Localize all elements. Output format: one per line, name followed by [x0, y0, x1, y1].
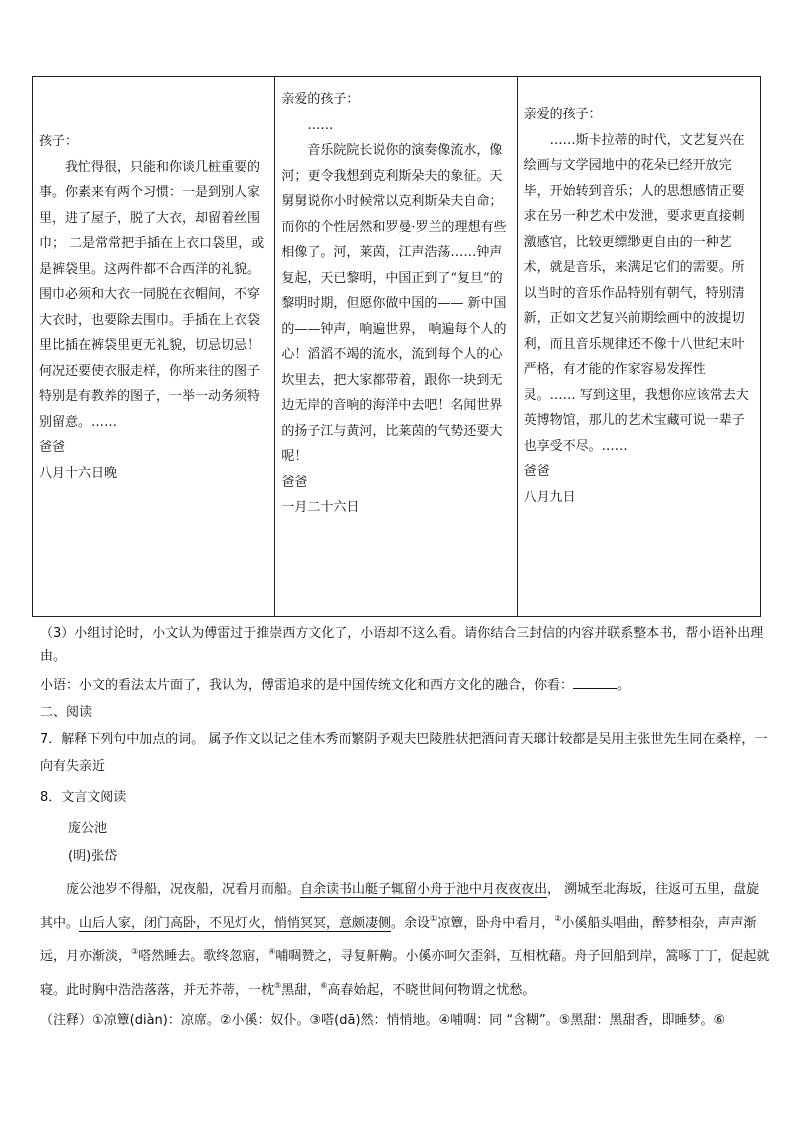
note-marker: ④ — [268, 947, 276, 956]
letter-2 — [275, 77, 517, 616]
letter-3 — [518, 77, 760, 616]
letter-2-salutation: 亲爱的孩子： — [281, 92, 360, 107]
letter-1-signature: 爸爸 — [39, 440, 66, 455]
answer-prefix: 小语：小文的看法太片面了，我认为，傅雷追求的是中国传统文化和西方文化的融合，你看： — [40, 678, 574, 693]
note-marker: ③ — [131, 947, 139, 956]
passage-segment: 嗒然睡去。歌终忽寤， — [138, 949, 269, 964]
answer-blank[interactable] — [573, 676, 617, 689]
letter-3-signature: 爸爸 — [523, 464, 550, 479]
letters-table — [32, 76, 761, 617]
passage-segment: 高春始起，不晓世间何物谓之忧愁。 — [327, 982, 536, 998]
letter-1-salutation: 孩子： — [39, 134, 79, 149]
letter-2-body: 音乐院院长说你的演奏像流水，像河；更令我想到克利斯朵夫的象征。天舅舅说你小时候常以克利斯朵夫自命；而你的个性居然和罗曼·罗兰的理想有些相像了。河，莱茵，江声浩荡……钟声复起，天已黎明，中国正到了“复旦”的黎明时期，但愿你做中国的—— 新中国的——钟声，响遍世界， 响遍每个人的心！滔滔不竭的流水，流到每个人的心坎里去，把大家都带着，跟你一块到无边无岸的音响的海洋中去吧！名闻世界的扬子江与黄河，比莱茵的气势还要大呢！ — [281, 143, 507, 464]
passage-segment: ， 溯城至北海坂，往返可五里，盘旋其中。 — [40, 882, 760, 931]
letter-2-signature: 爸爸 — [281, 474, 308, 490]
letter-1-body: 我忙得很，只能和你谈几桩重要的事。你素来有两个习惯：一是到别人家里，进了屋子，脱了大衣，却留着丝围巾； 二是常常把手插在上衣口袋里，或是裤袋里。这两件都不合西洋的礼貌。围巾必须和大衣一同脱在衣帽间，不穿大衣时，也要除去围巾。手插在上衣袋里比插在裤袋里更无礼貌，切忌切忌！何况还要使衣服走样，你所来往的图子特别是有教养的图子，一举一动务须特别留意。…… — [39, 159, 265, 430]
passage-segment: 黑甜， — [281, 982, 321, 998]
letter-2-date: 一月二十六日 — [281, 500, 360, 515]
section-title: 二、阅读 — [40, 705, 93, 720]
passage-segment: 哺啁赞之，寻复鼾齁。小傒亦呵欠歪斜，互相枕藉。舟子回船到岸，篙啄丁丁，促起就寝。此时胸中浩浩落落，并无芥蒂，一枕 — [40, 949, 770, 998]
note-marker: ① — [430, 913, 438, 923]
passage-segment: 。余设 — [391, 915, 431, 931]
letter-3-body: ……斯卡拉蒂的时代，文艺复兴在绘画与文学园地中的花朵已经开放完毕，开始转到音乐；人的思想感情正要求在另一种艺术中发泄，要求更直接刺激感官，比较更缥缈更自由的一种艺术，就是音乐，来满足它们的需要。所以当时的音乐作品特别有朝气，特别清新，正如文艺复兴前期绘画中的波提切利，而且音乐规律还不像十八世纪末叶严格，有才能的作家容易发挥性灵。…… 写到这里，我想你应该常去大英博物馆，那儿的艺术宝藏可说一辈子也享受不尽。…… — [523, 132, 749, 454]
passage-segment: 小傒船头唱曲，醉梦相杂，声声渐远，月亦渐淡， — [40, 915, 757, 964]
letter-2-ellipsis: …… — [307, 117, 334, 133]
letter-1 — [33, 77, 275, 616]
passage-text — [40, 873, 770, 1007]
passage-segment: 庞公池岁不得船，况夜船，况看月而船。 — [66, 882, 301, 897]
note-marker: ⑥ — [320, 980, 328, 990]
passage-segment: 凉簟，卧舟中看月， — [437, 915, 555, 931]
questions-area — [40, 622, 770, 1035]
note-marker: ⑤ — [274, 980, 282, 990]
underlined-sentence-2: 山后人家，闭门高卧，不见灯火，悄悄冥冥，意颇凄侧 — [79, 915, 392, 931]
answer-suffix: 。 — [617, 678, 631, 693]
letter-3-date: 八月九日 — [523, 489, 576, 505]
letter-1-date: 八月十六日晚 — [39, 465, 118, 481]
passage-notes: （注释）①凉簟(diàn)：凉席。②小傒：奴仆。③嗒(dā)然：悄悄地。④哺啁：同 “含糊”。⑤黑甜：黑甜香，即睡梦。⑥ — [40, 1013, 726, 1028]
question-3: （3）小组讨论时，小文认为傅雷过于推崇西方文化了，小语却不这么看。请你结合三封信的内容并联系整本书，帮小语补出理由。 — [40, 626, 764, 664]
underlined-sentence-1: 自余读书山艇子辄留小舟于池中月夜夜夜出 — [300, 882, 548, 897]
question-7: 7．解释下列句中加点的词。 属予作文以记之佳木秀而繁阴予观夫巴陵胜状把酒问青天瑯计较都是吴用主张世先生同在桑梓，一向有失亲近 — [40, 732, 768, 774]
passage-author: (明)张岱 — [68, 849, 118, 864]
question-8: 8．文言文阅读 — [40, 790, 127, 805]
passage-title: 庞公池 — [68, 821, 108, 836]
letter-3-salutation: 亲爱的孩子： — [523, 107, 602, 122]
answer-line — [40, 674, 770, 697]
note-marker: ② — [554, 913, 562, 923]
